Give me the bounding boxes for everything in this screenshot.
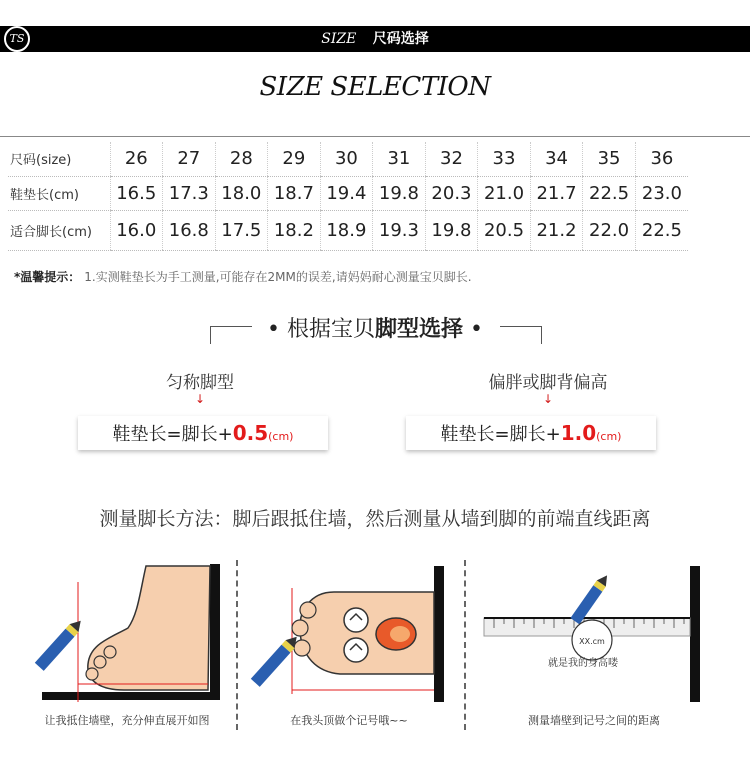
top-banner [0, 26, 750, 52]
formula-unit: (cm) [268, 430, 294, 443]
choose-title: • 根据宝贝脚型选择 • [267, 317, 483, 342]
table-cell: 35 [583, 142, 636, 176]
table-cell: 23.0 [635, 176, 688, 210]
table-cell: 18.0 [215, 176, 268, 210]
arrow-down-icon: ↓ [195, 392, 206, 406]
formula-value: 0.5 [232, 421, 269, 445]
toe [300, 602, 316, 618]
table-cell: 18.7 [268, 176, 321, 210]
table-cell: 21.2 [530, 210, 583, 250]
table-row [8, 142, 688, 176]
table-cell: 19.8 [373, 176, 426, 210]
tip-label: *温馨提示： [14, 270, 81, 284]
table-cell: 22.5 [635, 210, 688, 250]
formula-normal [78, 416, 328, 450]
foot-against-wall-illustration [28, 552, 228, 712]
formula-text: 鞋垫长=脚长+ [112, 424, 233, 445]
row-label: 尺码(size) [8, 142, 110, 176]
bubble-tag: XX.cm [579, 637, 605, 646]
pen-icon [251, 633, 301, 687]
table-cell: 22.0 [583, 210, 636, 250]
table-cell: 19.4 [320, 176, 373, 210]
table-cell: 16.5 [110, 176, 163, 210]
table-cell: 28 [215, 142, 268, 176]
table-cell: 26 [110, 142, 163, 176]
table-cell: 19.3 [373, 210, 426, 250]
brand-logo: TS [4, 26, 30, 52]
dashed-separator [236, 560, 238, 730]
table-row [8, 176, 688, 210]
row-label: 适合脚长(cm) [8, 210, 110, 250]
caption-step-3: 测量墙壁到记号之间的距离 [528, 714, 660, 727]
formula-value: 1.0 [560, 421, 597, 445]
table-cell: 27 [163, 142, 216, 176]
table-cell: 34 [530, 142, 583, 176]
eye [344, 608, 368, 632]
table-cell: 31 [373, 142, 426, 176]
table-cell: 18.2 [268, 210, 321, 250]
foot-type-wide: 偏胖或脚背偏高 [488, 373, 608, 393]
toe [292, 620, 308, 636]
floor [42, 692, 220, 700]
foot-shape [88, 566, 210, 690]
ruler-measure-illustration [478, 552, 708, 712]
table-cell: 16.8 [163, 210, 216, 250]
foot-type-normal: 匀称脚型 [166, 373, 234, 393]
bubble-text: 就是我的身高喽 [548, 658, 618, 669]
eye [344, 638, 368, 662]
tip-note [14, 268, 472, 285]
table-cell: 21.7 [530, 176, 583, 210]
divider [0, 136, 750, 137]
banner-title-en: SIZE [321, 31, 357, 47]
toe [86, 668, 98, 680]
table-cell: 32 [425, 142, 478, 176]
row-label: 鞋垫长(cm) [8, 176, 110, 210]
table-cell: 22.5 [583, 176, 636, 210]
table-cell: 17.3 [163, 176, 216, 210]
table-cell: 20.3 [425, 176, 478, 210]
table-cell: 20.5 [478, 210, 531, 250]
caption-step-2: 在我头顶做个记号哦~~ [290, 714, 408, 727]
table-cell: 19.8 [425, 210, 478, 250]
tip-text: 1.实测鞋垫长为手工测量,可能存在2MM的误差,请妈妈耐心测量宝贝脚长. [84, 270, 472, 284]
table-cell: 16.0 [110, 210, 163, 250]
size-table [8, 142, 688, 251]
banner-title-cn: 尺码选择 [372, 31, 429, 47]
table-cell: 29 [268, 142, 321, 176]
table-cell: 18.9 [320, 210, 373, 250]
page-heading: SIZE SELECTION [259, 72, 491, 102]
banner-title [0, 26, 750, 52]
formula-wide [406, 416, 656, 450]
table-cell: 33 [478, 142, 531, 176]
formula-text: 鞋垫长=脚长+ [440, 424, 561, 445]
toe [104, 646, 116, 658]
table-row [8, 210, 688, 250]
wall [690, 566, 700, 702]
formula-unit: (cm) [596, 430, 622, 443]
choose-prefix: 根据宝贝 [286, 317, 375, 342]
table-cell: 17.5 [215, 210, 268, 250]
dashed-separator [464, 560, 466, 730]
choose-bold: 脚型选择 [375, 317, 464, 342]
table-cell: 21.0 [478, 176, 531, 210]
tongue [390, 626, 410, 642]
toe [94, 656, 106, 668]
measure-method: 测量脚长方法：脚后跟抵住墙，然后测量从墙到脚的前端直线距离 [99, 508, 651, 530]
pen-icon [570, 572, 611, 624]
table-cell: 30 [320, 142, 373, 176]
caption-step-1: 让我抵住墙壁，充分伸直展开如图 [44, 714, 210, 727]
wall [210, 564, 220, 700]
arrow-down-icon: ↓ [543, 392, 554, 406]
table-cell: 36 [635, 142, 688, 176]
cartoon-foot-illustration [244, 552, 454, 712]
toe [294, 640, 310, 656]
wall [434, 566, 444, 702]
